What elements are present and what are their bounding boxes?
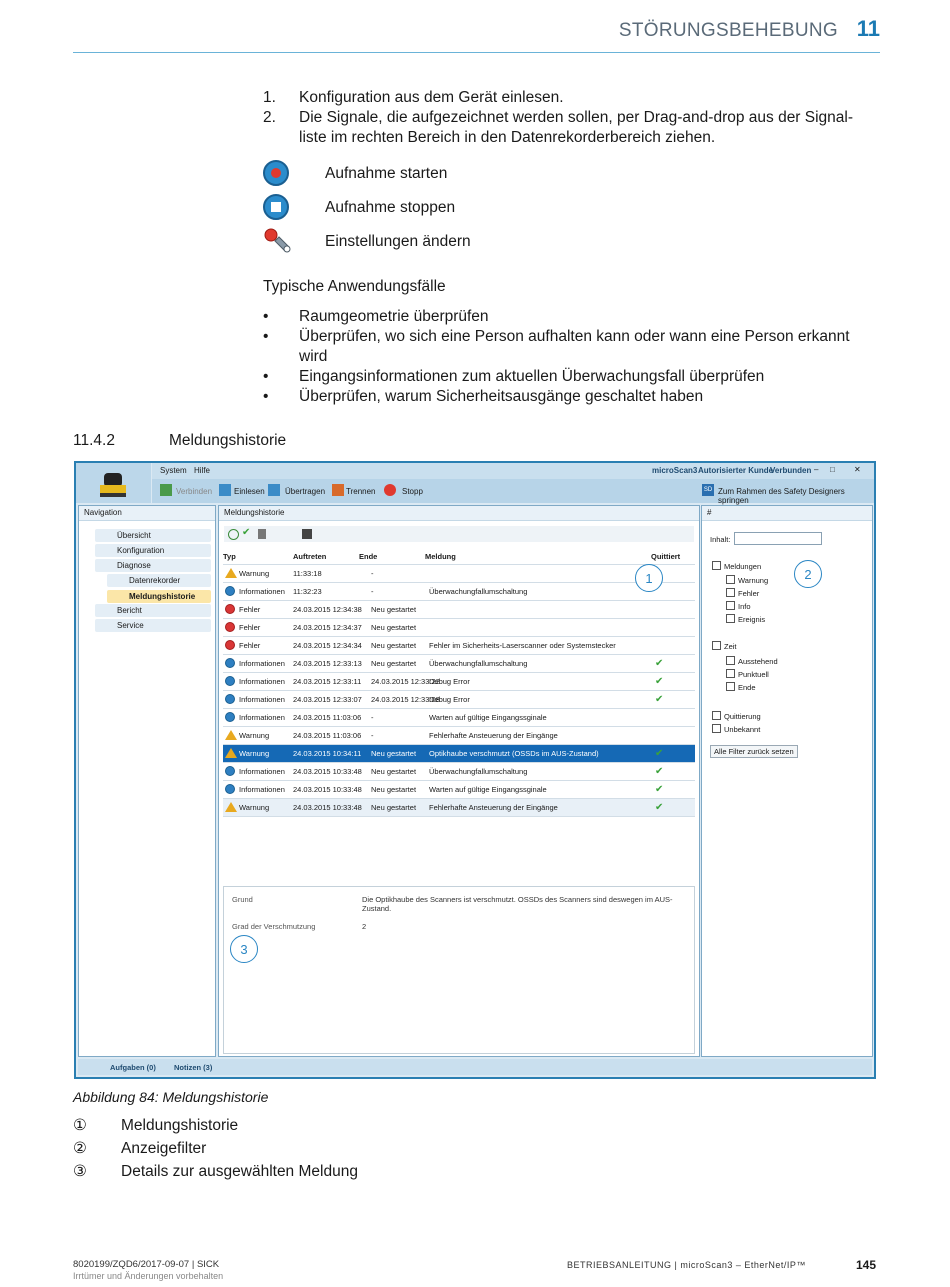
callout-3: 3 [230, 935, 258, 963]
use-cases-heading: Typische Anwendungsfälle [263, 278, 446, 295]
table-row[interactable] [223, 709, 695, 727]
cell-typ: Warnung [239, 749, 270, 758]
menu-bar [152, 463, 874, 479]
acknowledged-check-icon: ✔ [655, 658, 664, 669]
table-row[interactable] [223, 727, 695, 745]
table-row[interactable] [223, 637, 695, 655]
filter-punktuell[interactable]: Punktuell [726, 668, 769, 679]
cell-typ: Informationen [239, 785, 285, 794]
nav-meldungshistorie[interactable]: Meldungshistorie [107, 590, 211, 603]
col-typ: Typ [223, 552, 236, 561]
delete-icon[interactable] [258, 529, 266, 539]
cell-msg: Debug Error [429, 695, 470, 704]
callout-1: 1 [635, 564, 663, 592]
table-row[interactable] [223, 583, 695, 601]
cell-msg: Warten auf gültige Eingangssginale [429, 785, 547, 794]
disconnect-button[interactable]: Trennen [346, 487, 376, 496]
table-row[interactable] [223, 781, 695, 799]
record-icon [263, 160, 289, 186]
cell-auf: 24.03.2015 10:33:48 [293, 785, 362, 794]
footer-doc-id: 8020199/ZQD6/2017-09-07 | SICK [73, 1259, 220, 1270]
safety-designer-icon: SD [702, 484, 714, 496]
cell-ende: - [371, 713, 374, 722]
use-case-item: • Eingangsinformationen zum aktuellen Überwachungsfall überprüfen [263, 368, 765, 385]
table-header [223, 550, 695, 565]
cell-auf: 24.03.2015 10:34:11 [293, 749, 362, 758]
nav-datenrekorder[interactable]: Datenrekorder [107, 574, 211, 587]
cell-ende: Neu gestartet [371, 623, 417, 632]
filter-zeit[interactable]: Zeit [712, 640, 737, 651]
stop-icon [263, 194, 289, 220]
cell-auf: 24.03.2015 11:03:06 [293, 713, 362, 722]
cell-auf: 24.03.2015 12:33:07 [293, 695, 362, 704]
navigation-panel [78, 505, 216, 1057]
legend-sym-2: ② [73, 1140, 87, 1157]
settings-wrench-icon [263, 227, 293, 255]
navigation-title: Navigation [79, 506, 215, 521]
cell-typ: Informationen [239, 767, 285, 776]
cell-ende: 24.03.2015 12:33:08 [371, 695, 440, 704]
cell-msg: Optikhaube verschmutzt (OSSDs im AUS-Zustand) [429, 749, 599, 758]
cell-auf: 24.03.2015 12:34:37 [293, 623, 362, 632]
menu-system[interactable]: System [160, 466, 187, 475]
filter-quittierung[interactable]: Quittierung [712, 710, 761, 721]
detail-value-grund: Die Optikhaube des Scanners ist verschmutzt. OSSDs des Scanners sind deswegen im AUS- Zustand. [362, 895, 673, 913]
info-icon [225, 766, 235, 776]
filter-content-input[interactable] [734, 532, 822, 545]
acknowledged-check-icon: ✔ [655, 784, 664, 795]
toolbar [152, 479, 874, 503]
chapter-number: 11 [856, 16, 880, 41]
filter-ausstehend[interactable]: Ausstehend [726, 655, 778, 666]
legend-text-3: Details zur ausgewählten Meldung [121, 1163, 358, 1180]
cell-msg: Debug Error [429, 677, 470, 686]
step-2-cont: liste im rechten Bereich in den Datenrekorderbereich ziehen. [299, 129, 716, 146]
cell-ende: Neu gestartet [371, 659, 417, 668]
stop-icon [384, 484, 396, 496]
detail-key-grund: Grund [232, 895, 253, 904]
cell-msg: Warten auf gültige Eingangssginale [429, 713, 547, 722]
stop-button[interactable]: Stopp [402, 487, 423, 496]
nav-bericht[interactable]: Bericht [95, 604, 211, 617]
footer-disclaimer: Irrtümer und Änderungen vorbehalten [73, 1271, 224, 1281]
transfer-icon [268, 484, 280, 496]
jump-to-designer-button[interactable]: Zum Rahmen des Safety Designers springen [718, 487, 845, 505]
table-row[interactable] [223, 601, 695, 619]
cell-typ: Fehler [239, 605, 261, 614]
cell-ende: Neu gestartet [371, 785, 417, 794]
cell-msg: Fehler im Sicherheits-Laserscanner oder Systemstecker [429, 641, 616, 650]
message-history-title: Meldungshistorie [219, 506, 699, 521]
cell-typ: Informationen [239, 659, 285, 668]
status-connection: Verbunden [770, 466, 812, 475]
acknowledge-icon[interactable]: ✔ [242, 527, 251, 538]
cell-ende: Neu gestartet [371, 767, 417, 776]
legend-sym-1: ① [73, 1117, 87, 1134]
steps-list [263, 88, 873, 148]
info-icon [225, 694, 235, 704]
table-row[interactable] [223, 799, 695, 817]
table-row[interactable] [223, 691, 695, 709]
device-logo [76, 463, 151, 503]
cell-auf: 11:33:18 [293, 569, 322, 578]
transfer-button[interactable]: Übertragen [285, 487, 326, 496]
warning-icon [225, 802, 237, 812]
connect-icon [160, 484, 172, 496]
cell-typ: Informationen [239, 713, 285, 722]
col-ende: Ende [359, 552, 378, 561]
read-button[interactable]: Einlesen [234, 487, 265, 496]
cell-typ: Warnung [239, 731, 270, 740]
footer-doc-title: BETRIEBSANLEITUNG | microScan3 – EtherNet/IP™ [567, 1260, 806, 1270]
table-row[interactable] [223, 619, 695, 637]
cell-typ: Informationen [239, 587, 285, 596]
cell-typ: Warnung [239, 569, 270, 578]
acknowledged-check-icon: ✔ [655, 802, 664, 813]
cell-auf: 24.03.2015 12:34:34 [293, 641, 362, 650]
filter-unbekannt[interactable]: Unbekannt [712, 723, 760, 734]
cell-ende: 24.03.2015 12:33:22 [371, 677, 440, 686]
icon-legend-record: Aufnahme starten [325, 165, 448, 182]
table-row[interactable] [223, 763, 695, 781]
read-icon [219, 484, 231, 496]
table-row[interactable] [223, 673, 695, 691]
info-icon [225, 712, 235, 722]
use-case-item-cont: wird [299, 348, 328, 365]
use-cases-list [263, 307, 873, 407]
details-panel [223, 886, 695, 1054]
tasks-tab[interactable]: Aufgaben (0) [110, 1063, 156, 1072]
callout-2: 2 [794, 560, 822, 588]
warning-icon [225, 568, 237, 578]
step-2: 2. Die Signale, die aufgezeichnet werden sollen, per Drag-and-drop aus der Signal- [263, 109, 854, 126]
maximize-button[interactable]: □ [830, 465, 835, 474]
cell-auf: 24.03.2015 10:33:48 [293, 803, 362, 812]
error-icon [225, 622, 235, 632]
icon-legend-settings: Einstellungen ändern [325, 233, 471, 250]
minimize-button[interactable]: – [814, 465, 819, 474]
nav-service[interactable]: Service [95, 619, 211, 632]
message-history-panel [218, 505, 700, 1057]
reset-filters-button[interactable]: Alle Filter zurück setzen [710, 745, 798, 758]
page-number: 145 [856, 1258, 877, 1272]
notes-tab[interactable]: Notizen (3) [174, 1063, 213, 1072]
cell-typ: Fehler [239, 641, 261, 650]
acknowledged-check-icon: ✔ [655, 766, 664, 777]
acknowledged-check-icon: ✔ [655, 676, 664, 687]
icon-legend-stop: Aufnahme stoppen [325, 199, 456, 216]
cell-ende: Neu gestartet [371, 803, 417, 812]
cell-auf: 11:32:23 [293, 587, 322, 596]
filter-meldungen[interactable]: Meldungen [712, 560, 761, 571]
disconnect-icon [332, 484, 344, 496]
cell-typ: Informationen [239, 677, 285, 686]
cell-msg: Fehlerhafte Ansteuerung der Eingänge [429, 731, 558, 740]
table-row[interactable] [223, 565, 695, 583]
cell-typ: Warnung [239, 803, 270, 812]
cell-ende: - [371, 587, 374, 596]
nav-diagnose[interactable]: Diagnose [95, 559, 211, 572]
filter-warnung[interactable]: Warnung [726, 574, 768, 585]
use-case-item: • Raumgeometrie überprüfen [263, 308, 489, 325]
bottom-bar [78, 1059, 872, 1075]
warning-icon [225, 748, 237, 758]
cell-typ: Informationen [239, 695, 285, 704]
table-row[interactable] [223, 655, 695, 673]
close-button[interactable]: ✕ [854, 465, 861, 474]
cell-auf: 24.03.2015 11:03:06 [293, 731, 362, 740]
figure-caption: Abbildung 84: Meldungshistorie [73, 1089, 269, 1105]
use-case-item: • Überprüfen, warum Sicherheitsausgänge geschaltet haben [263, 388, 704, 405]
col-quittiert: Quittiert [651, 552, 681, 561]
refresh-icon[interactable] [228, 529, 239, 540]
status-user: Autorisierter Kunde [698, 466, 774, 475]
cell-typ: Fehler [239, 623, 261, 632]
cell-ende: - [371, 731, 374, 740]
error-icon [225, 604, 235, 614]
info-icon [225, 676, 235, 686]
app-screenshot [74, 461, 876, 1079]
menu-hilfe[interactable]: Hilfe [194, 466, 211, 475]
info-icon [225, 658, 235, 668]
filter-ende[interactable]: Ende [726, 681, 756, 692]
save-icon[interactable] [302, 529, 312, 539]
filter-panel [701, 505, 873, 1057]
filter-content-label: Inhalt: [710, 535, 731, 544]
col-auftreten: Auftreten [293, 552, 327, 561]
cell-auf: 24.03.2015 12:33:11 [293, 677, 362, 686]
cell-ende: Neu gestartet [371, 641, 417, 650]
legend-sym-3: ③ [73, 1163, 87, 1180]
table-row[interactable] [223, 745, 695, 763]
nav-konfiguration[interactable]: Konfiguration [95, 544, 211, 557]
acknowledged-check-icon: ✔ [655, 748, 664, 759]
error-icon [225, 640, 235, 650]
cell-msg: Überwachungfallumschaltung [429, 659, 528, 668]
info-icon [225, 586, 235, 596]
cell-auf: 24.03.2015 12:33:13 [293, 659, 362, 668]
cell-msg: Überwachungfallumschaltung [429, 767, 528, 776]
use-case-item: • Überprüfen, wo sich eine Person aufhalten kann oder wann eine Person erkannt [263, 328, 850, 345]
filter-fehler[interactable]: Fehler [726, 587, 759, 598]
acknowledged-check-icon: ✔ [655, 694, 664, 705]
legend-text-2: Anzeigefilter [121, 1140, 207, 1157]
message-table [223, 550, 695, 817]
status-device: microScan3 [652, 466, 698, 475]
detail-key-grad: Grad der Verschmutzung [232, 922, 316, 931]
section-title: Meldungshistorie [169, 432, 287, 449]
cell-msg: Fehlerhafte Ansteuerung der Eingänge [429, 803, 558, 812]
nav-uebersicht[interactable]: Übersicht [95, 529, 211, 542]
filter-info[interactable]: Info [726, 600, 751, 611]
detail-value-grad: 2 [362, 922, 367, 931]
section-number: 11.4.2 [73, 432, 115, 449]
warning-icon [225, 730, 237, 740]
chapter-title: STÖRUNGSBEHEBUNG [618, 20, 838, 41]
col-meldung: Meldung [425, 552, 456, 561]
cell-auf: 24.03.2015 12:34:38 [293, 605, 362, 614]
cell-ende: Neu gestartet [371, 605, 417, 614]
cell-ende: Neu gestartet [371, 749, 417, 758]
info-icon [225, 784, 235, 794]
cell-auf: 24.03.2015 10:33:48 [293, 767, 362, 776]
header-divider [73, 52, 880, 53]
filter-ereignis[interactable]: Ereignis [726, 613, 765, 624]
message-toolbar [224, 526, 694, 542]
cell-msg: Überwachungfallumschaltung [429, 587, 528, 596]
filter-title: # [702, 506, 872, 521]
cell-ende: - [371, 569, 374, 578]
connect-button[interactable]: Verbinden [176, 487, 213, 496]
legend-text-1: Meldungshistorie [121, 1117, 239, 1134]
step-1: 1. Konfiguration aus dem Gerät einlesen. [263, 89, 564, 106]
